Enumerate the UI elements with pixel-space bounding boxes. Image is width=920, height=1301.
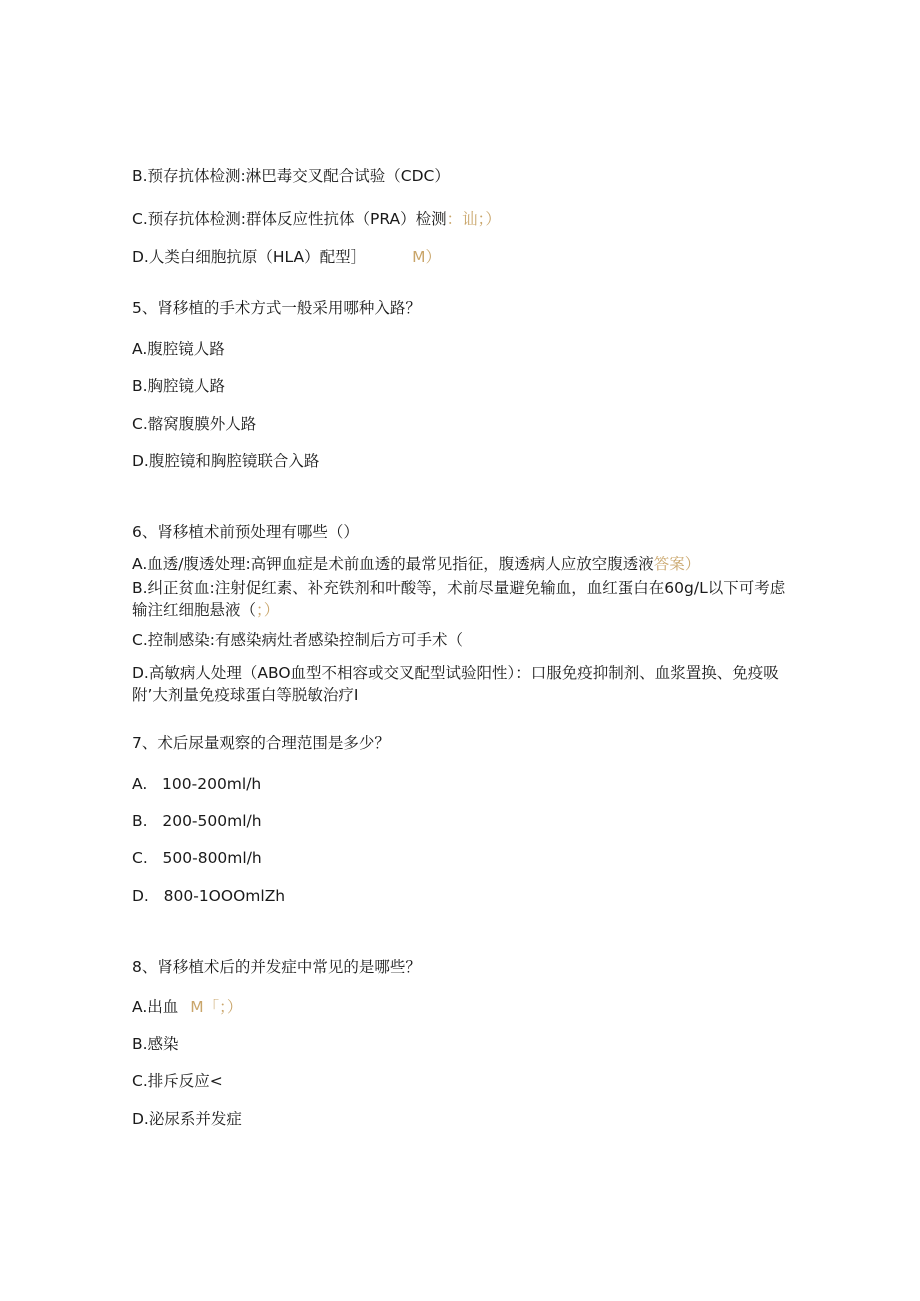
q7-option-c: C. 500-800ml∕h — [132, 849, 262, 867]
q6-option-b-note: ；） — [256, 601, 280, 619]
q8-option-a — [132, 997, 242, 1017]
q8-option-c: C.排斥反应< — [132, 1072, 223, 1090]
q8-option-d: D.泌尿系并发症 — [132, 1110, 242, 1128]
q4-option-d — [132, 247, 441, 267]
q5-option-d: D.腹腔镜和胸腔镜联合入路 — [132, 452, 320, 470]
q8-option-a-note: M「；） — [190, 998, 243, 1016]
q6-option-b-text: B.纠正贫血:注射促红素、补充铁剂和叶酸等，术前尽量避免输血，血红蛋白在60g∕L以下可考虑输注红细胞悬液（ — [132, 579, 786, 619]
q5-option-b: B.胸腔镜人路 — [132, 377, 226, 395]
q4-option-c-note: ：讪；） — [446, 210, 501, 228]
q4-option-d-text: D.人类白细胞抗原（HLA）配型］ — [132, 248, 367, 266]
q7-question: 7、术后尿量观察的合理范围是多少？ — [132, 734, 390, 752]
q4-option-c-text: C.预存抗体检测:群体反应性抗体（PRA）检测 — [132, 210, 447, 228]
q4-option-c — [132, 209, 501, 229]
q7-option-d: D. 800-1OOOmlZh — [132, 887, 286, 905]
q5-option-a: A.腹腔镜人路 — [132, 340, 225, 358]
q7-option-b: B. 200-500ml∕h — [132, 812, 262, 830]
q6-option-a-note: 答案） — [653, 555, 701, 573]
q6-option-c: C.控制感染:有感染病灶者感染控制后方可手术（ — [132, 631, 463, 649]
q6-option-b — [132, 577, 787, 621]
q7-option-a: A. 100-200ml∕h — [132, 775, 262, 793]
q6-option-a — [132, 554, 700, 574]
q8-option-a-text: A.出血 — [132, 998, 179, 1016]
q6-option-a-text: A.血透/腹透处理:高钾血症是术前血透的最常见指征，腹透病人应放空腹透液 — [132, 555, 654, 573]
q5-question: 5、肾移植的手术方式一般采用哪种入路？ — [132, 299, 421, 317]
q6-question: 6、肾移植术前预处理有哪些（） — [132, 523, 359, 541]
q4-option-d-note: M） — [412, 248, 441, 266]
q8-question: 8、肾移植术后的并发症中常见的是哪些？ — [132, 958, 421, 976]
q6-option-d: D.高敏病人处理（ABO血型不相容或交叉配型试验阳性）：口服免疫抑制剂、血浆置换、免疫吸附’大剂量免疫球蛋白等脱敏治疗I — [132, 664, 779, 704]
q8-option-b: B.感染 — [132, 1035, 179, 1053]
q4-option-b: B.预存抗体检测:淋巴毒交叉配合试验（CDC） — [132, 167, 450, 185]
q5-option-c: C.髂窝腹膜外人路 — [132, 415, 257, 433]
